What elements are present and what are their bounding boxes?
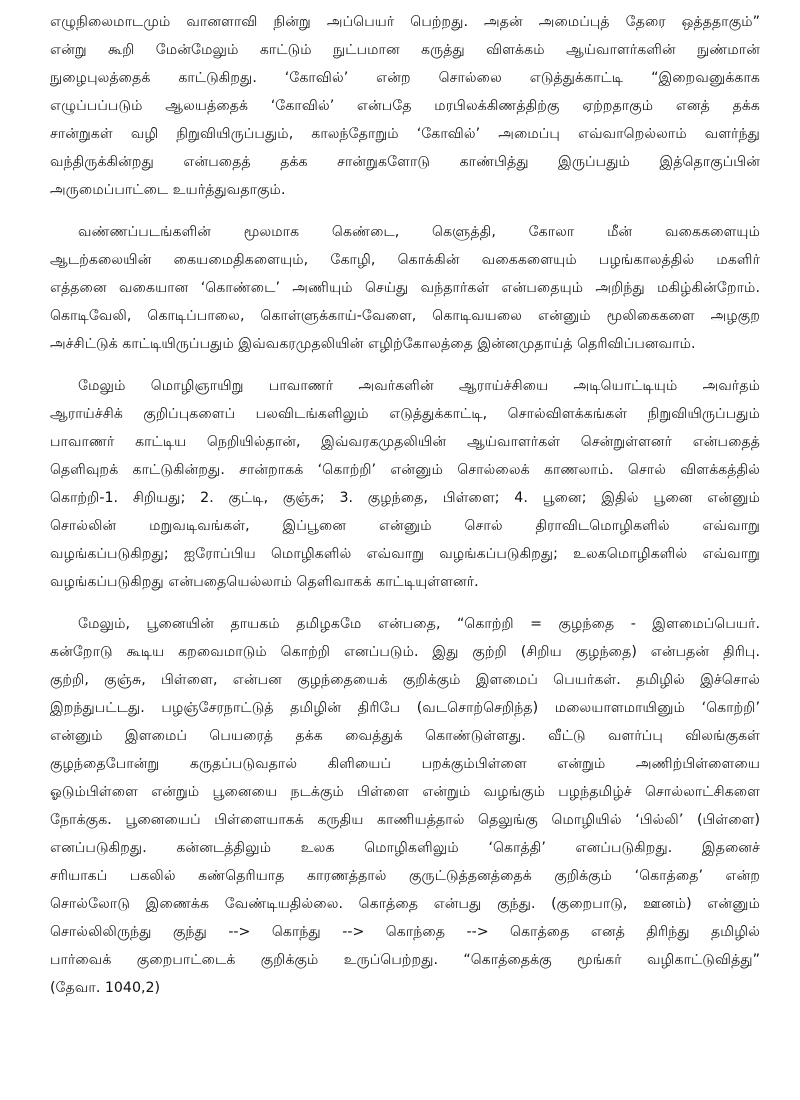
text-line: மேலும், பூனையின் தாயகம் தமிழகமே என்பதை, “கொற்றி = குழந்தை - இளமைப்பெயர். [78, 616, 760, 632]
text-line: கொற்றி-1. சிறியது; 2. குட்டி, குஞ்சு; 3. குழந்தை, பிள்ளை; 4. பூனை; இதில் பூனை என்னும் [50, 490, 760, 506]
text-line: எனப்படுகிறது. கன்னடத்திலும் உலக மொழிகளிலும் ‘கொத்தி’ எனப்படுகிறது. இதனைச் [50, 840, 760, 856]
text-line: சொல்லின் மறுவடிவங்கள், இப்பூனை என்னும் சொல் திராவிடமொழிகளில் எவ்வாறு [50, 518, 760, 534]
paragraph-1 [50, 8, 760, 204]
text-line: ஆராய்ச்சிக் குறிப்புகளைப் பலவிடங்களிலும் எடுத்துக்காட்டி, சொல்விளக்கங்கள் நிறுவியிருப்பதும் [50, 406, 760, 422]
text-line: எத்தனை வகையான ‘கொண்டை’ அணியும் செய்து வந்தார்கள் என்பதையும் அறிந்து மகிழ்கின்றோம். [50, 280, 760, 296]
text-line: எழுப்பப்படும் ஆலயத்தைக் ‘கோவில்’ என்பதே மரபிலக்கிணத்திற்கு ஏற்றதாகும் எனத் தக்க [50, 98, 760, 114]
paragraph-3 [50, 372, 760, 596]
paragraph-4 [50, 610, 760, 1002]
document-page [50, 8, 760, 1016]
text-line: சொல்லிலிருந்து குந்து --> கொந்து --> கொந்தை --> கொத்தை எனத் திரிந்து தமிழில் [50, 924, 760, 940]
text-line: ஓடும்பிள்ளை என்றும் பூனையை நடக்கும் பிள்ளை என்றும் வழங்கும் பழந்தமிழ்ச் சொல்லாட்சிகளை [50, 784, 760, 800]
paragraph-2 [50, 218, 760, 358]
text-line: வந்திருக்கின்றது என்பதைத் தக்க சான்றுகளோடு காண்பித்து இருப்பதும் இத்தொகுப்பின் [50, 154, 760, 170]
text-line: வண்ணப்படங்களின் மூலமாக கெண்டை, கெளுத்தி, கோலா மீன் வகைகளையும் [78, 224, 760, 240]
text-line: தெளிவுறக் காட்டுகின்றது. சான்றாகக் ‘கொற்றி’ என்னும் சொல்லைக் காணலாம். சொல் விளக்கத்தில் [50, 462, 760, 478]
text-line: சரியாகப் பகலில் கண்தெரியாத காரணத்தால் குருட்டுத்தனத்தைக் குறிக்கும் ‘கொத்தை’ என்ற [50, 868, 760, 884]
text-line: எழுநிலைமாடமும் வானளாவி நின்று அப்பெயர் பெற்றது. அதன் அமைப்புத் தேரை ஒத்ததாகும்” [50, 14, 760, 30]
text-line: நுழைபுலத்தைக் காட்டுகிறது. ‘கோவில்’ என்ற சொல்லை எடுத்துக்காட்டி “இறைவனுக்காக [50, 70, 760, 86]
text-line: என்று கூறி மேன்மேலும் காட்டும் நுட்பமான கருத்து விளக்கம் ஆய்வாளர்களின் நுண்மான் [50, 42, 760, 58]
text-line: குழந்தைபோன்று கருதப்படுவதால் கிளியைப் பறக்கும்பிள்ளை என்றும் அணிற்பிள்ளையை [50, 756, 760, 772]
text-line: அருமைப்பாட்டை உயர்த்துவதாகும். [50, 182, 286, 198]
text-line: குற்றி, குஞ்சு, பிள்ளை, என்பன குழந்தையைக் குறிக்கும் இளமைப் பெயர்கள். தமிழில் இச்சொல் [50, 672, 760, 688]
text-line: வழங்கப்படுகிறது; ஐரோப்பிய மொழிகளில் எவ்வாறு வழங்கப்படுகிறது; உலகமொழிகளில் எவ்வாறு [50, 546, 760, 562]
text-line: என்னும் இளமைப் பெயரைத் தக்க வைத்துக் கொண்டுள்ளது. வீட்டு வளர்ப்பு விலங்குகள் [50, 728, 760, 744]
text-line: சொல்லோடு இணைக்க வேண்டியதில்லை. கொத்தை என்பது குந்து. (குறைபாடு, ஊனம்) என்னும் [50, 896, 760, 912]
text-line: அச்சிட்டுக் காட்டியிருப்பதும் இவ்வகரமுதலியின் எழிற்கோலத்தை இன்னமுதாய்த் தெரிவிப்பனவாம். [50, 336, 696, 352]
text-line: மேலும் மொழிஞாயிறு பாவாணர் அவர்களின் ஆராய்ச்சியை அடியொட்டியும் அவர்தம் [78, 378, 760, 394]
text-line: சான்றுகள் வழி நிறுவியிருப்பதும், காலந்தோறும் ‘கோவில்’ அமைப்பு எவ்வாறெல்லாம் வளர்ந்து [50, 126, 760, 142]
text-line: கன்றோடு கூடிய கறவைமாடும் கொற்றி எனப்படும். இது குற்றி (சிறிய குழந்தை) என்பதன் திரிபு. [50, 644, 760, 660]
text-line: பாவாணர் காட்டிய நெறியில்தான், இவ்வரகமுதலியின் ஆய்வாளர்கள் சென்றுள்ளனர் என்பதைத் [50, 434, 760, 450]
text-line: பார்வைக் குறைபாட்டைக் குறிக்கும் உருப்பெற்றது. “கொத்தைக்கு மூங்கர் வழிகாட்டுவித்து” [50, 952, 760, 968]
text-line: வழங்கப்படுகிறது என்பதையெல்லாம் தெளிவாகக் காட்டியுள்ளனர். [50, 574, 479, 590]
text-line: ஆடற்கலையின் கையமைதிகளையும், கோழி, கொக்கின் வகைகளையும் பழங்காலத்தில் மகளிர் [50, 252, 760, 268]
citation: (தேவா. 1040,2) [50, 980, 161, 996]
text-line: இறந்துபட்டது. பழஞ்சேரநாட்டுத் தமிழின் திரிபே (வடசொற்செறிந்த) மலையாளமாயினும் ‘கொற்றி’ [50, 700, 760, 716]
text-line: நோக்குக. பூனையைப் பிள்ளையாகக் கருதிய காணியத்தால் தெலுங்கு மொழியில் ‘பில்லி’ (பிள்ளை) [50, 812, 760, 828]
text-line: கொடிவேலி, கொடிப்பாலை, கொள்ளுக்காய்-வேளை, கொடிவயலை என்னும் மூலிகைகளை அழகுற [50, 308, 760, 324]
